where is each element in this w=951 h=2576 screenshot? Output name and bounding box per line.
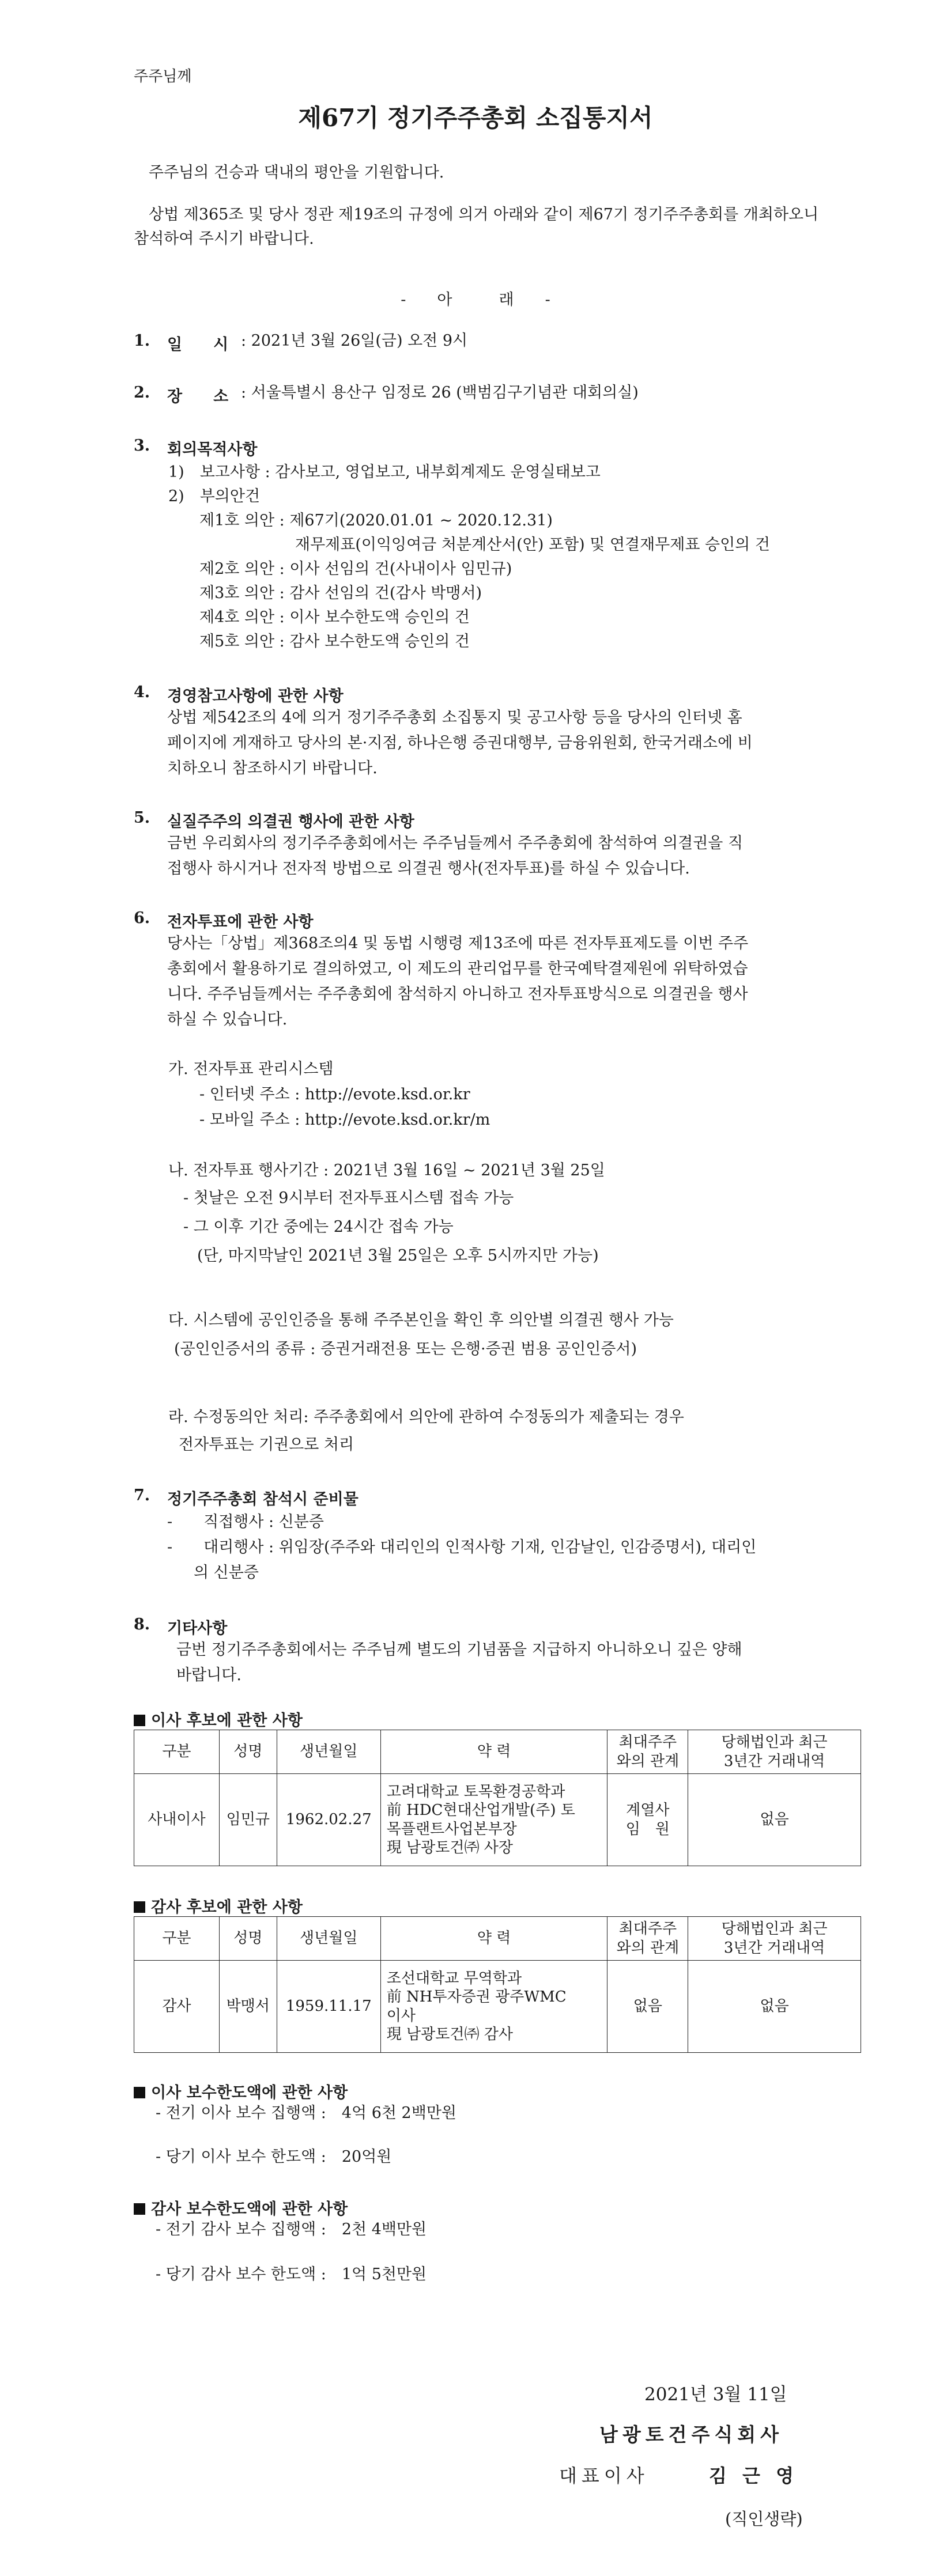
header-transactions <box>688 1917 861 1961</box>
section-6-number: 6. <box>134 909 150 927</box>
table-row <box>134 1961 861 2053</box>
header-relationship <box>607 1917 688 1961</box>
section-3-title: 회의목적사항 <box>167 441 258 459</box>
auditor-candidate-table <box>134 1916 861 2053</box>
cell-name: 임민규 <box>219 1774 277 1866</box>
table-row <box>134 1774 861 1866</box>
section-6-title: 전자투표에 관한 사항 <box>167 913 314 931</box>
header-career: 약 력 <box>380 1917 607 1961</box>
section-4-line-1: 상법 제542조의 4에 의거 정기주주총회 소집통지 및 공고사항 등을 당사의 인터넷 홈 <box>167 709 742 727</box>
header-relationship-line-1: 최대주주 <box>618 1734 677 1751</box>
auditor-candidate-heading-text: 감사 후보에 관한 사항 <box>151 1898 303 1916</box>
section-1-value: : 2021년 3월 26일(금) 오전 9시 <box>241 332 468 350</box>
header-division: 구분 <box>134 1917 220 1961</box>
director-candidate-heading-text: 이사 후보에 관한 사항 <box>151 1712 303 1730</box>
director-pay-previous: - 전기 이사 보수 집행액 : 4억 6천 2백만원 <box>156 2104 456 2122</box>
section-4-line-2: 페이지에 게재하고 당사의 본·지점, 하나은행 증권대행부, 금융위원회, 한국거래소에 비 <box>167 734 753 752</box>
square-bullet-icon <box>134 1901 145 1913</box>
evote-auth-note: (공인인증서의 종류 : 증권거래전용 또는 은행·증권 범용 공인인증서) <box>174 1340 637 1358</box>
ceo-name: 김 근 영 <box>709 2465 799 2487</box>
notice-date: 2021년 3월 11일 <box>644 2384 787 2405</box>
agenda-item-4: 제4호 의안 : 이사 보수한도액 승인의 건 <box>199 608 470 626</box>
agenda-item-3: 제3호 의안 : 감사 선임의 건(감사 박맹서) <box>199 584 482 602</box>
section-1-number: 1. <box>134 332 150 350</box>
square-bullet-icon <box>134 2087 145 2098</box>
salutation: 주주님께 <box>134 68 192 85</box>
square-bullet-icon <box>134 2203 145 2215</box>
section-7-title: 정기주주총회 참석시 준비물 <box>167 1491 358 1508</box>
evote-period-note-1: - 첫날은 오전 9시부터 전자투표시스템 접속 가능 <box>183 1189 514 1207</box>
auditor-pay-heading-text: 감사 보수한도액에 관한 사항 <box>151 2200 348 2218</box>
seal-omitted-note: (직인생략) <box>725 2509 803 2529</box>
evote-period-note-3: (단, 마지막날인 2021년 3월 25일은 오후 5시까지만 가능) <box>197 1247 599 1265</box>
header-birth: 생년월일 <box>277 1917 380 1961</box>
intro-paragraph: 상법 제365조 및 당사 정관 제19조의 규정에 의거 아래와 같이 제67기 정기주주총회를 개최하오니 참석하여 주시기 바랍니다. <box>134 206 819 248</box>
section-6-line-3: 니다. 주주님들께서는 주주총회에 참석하지 아니하고 전자투표방식으로 의결권을 행사 <box>167 985 748 1003</box>
header-transactions-line-2: 3년간 거래내역 <box>723 1752 825 1770</box>
company-name: 남광토건주식회사 <box>599 2423 784 2446</box>
career-line-3: 이사 <box>386 2007 416 2025</box>
section-6-line-2: 총회에서 활용하기로 결의하였고, 이 제도의 관리업무를 한국예탁결제원에 위탁하였습 <box>167 960 748 978</box>
director-candidate-heading <box>134 1708 303 1730</box>
cell-relationship: 없음 <box>607 1961 688 2053</box>
header-birth: 생년월일 <box>277 1730 380 1774</box>
section-8-line-1: 금번 정기주주총회에서는 주주님께 별도의 기념품을 지급하지 아니하오니 깊은 양해 <box>176 1641 742 1659</box>
header-name: 성명 <box>219 1730 277 1774</box>
evote-amendment-note: 전자투표는 기권으로 처리 <box>179 1436 354 1454</box>
below-marker: - 아 래 - <box>401 291 550 309</box>
evote-auth-heading: 다. 시스템에 공인인증을 통해 주주본인을 확인 후 의안별 의결권 행사 가능 <box>168 1311 674 1329</box>
cell-division: 사내이사 <box>134 1774 220 1866</box>
section-2-value: : 서울특별시 용산구 임정로 26 (백범김구기념관 대회의실) <box>241 384 639 402</box>
career-line-1: 조선대학교 무역학과 <box>386 1969 522 1987</box>
cell-birth: 1962.02.27 <box>277 1774 380 1866</box>
section-3-number: 3. <box>134 437 150 455</box>
cell-birth: 1959.11.17 <box>277 1961 380 2053</box>
career-line-2: 前 NH투자증권 광주WMC <box>386 1988 567 2006</box>
cell-transactions: 없음 <box>688 1961 861 2053</box>
agenda-report-items: 1) 보고사항 : 감사보고, 영업보고, 내부회계제도 운영실태보고 <box>168 463 601 481</box>
table-header-row <box>134 1730 861 1774</box>
table-header-row <box>134 1917 861 1961</box>
auditor-candidate-heading <box>134 1894 303 1917</box>
header-relationship <box>607 1730 688 1774</box>
career-line-2: 前 HDC현대산업개발(주) 토 <box>386 1802 575 1819</box>
section-1-label: 일 시 <box>167 336 229 354</box>
cell-relationship <box>607 1774 688 1866</box>
agenda-item-2: 제2호 의안 : 이사 선임의 건(사내이사 임민규) <box>199 560 512 578</box>
director-pay-heading-text: 이사 보수한도액에 관한 사항 <box>151 2084 348 2102</box>
auditor-pay-current: - 당기 감사 보수 한도액 : 1억 5천만원 <box>156 2265 427 2283</box>
agenda-item-5: 제5호 의안 : 감사 보수한도액 승인의 건 <box>199 633 470 650</box>
cell-career <box>380 1774 607 1866</box>
career-line-1: 고려대학교 토목환경공학과 <box>386 1783 565 1800</box>
square-bullet-icon <box>134 1715 145 1726</box>
section-8-line-2: 바랍니다. <box>176 1666 241 1684</box>
director-pay-current: - 당기 이사 보수 한도액 : 20억원 <box>156 2148 392 2166</box>
section-6-line-4: 하실 수 있습니다. <box>167 1011 288 1028</box>
section-7-line-3: 의 신분증 <box>194 1564 259 1582</box>
career-line-4: 現 남광토건㈜ 감사 <box>386 2026 513 2043</box>
auditor-pay-heading <box>134 2196 348 2219</box>
header-division: 구분 <box>134 1730 220 1774</box>
director-candidate-table <box>134 1730 861 1866</box>
header-transactions <box>688 1730 861 1774</box>
section-7-number: 7. <box>134 1486 150 1504</box>
header-relationship-line-2: 와의 관계 <box>616 1939 680 1957</box>
section-5-line-2: 접행사 하시거나 전자적 방법으로 의결권 행사(전자투표)를 하실 수 있습니다. <box>167 860 690 877</box>
cell-transactions: 없음 <box>688 1774 861 1866</box>
greeting: 주주님의 건승과 댁내의 평안을 기원합니다. <box>149 164 444 181</box>
section-4-number: 4. <box>134 683 150 701</box>
career-line-4: 現 남광토건㈜ 사장 <box>386 1839 513 1856</box>
auditor-pay-previous: - 전기 감사 보수 집행액 : 2천 4백만원 <box>156 2221 427 2238</box>
cell-career <box>380 1961 607 2053</box>
header-relationship-line-1: 최대주주 <box>618 1920 677 1938</box>
evote-internet-address: - 인터넷 주소 : http://evote.ksd.or.kr <box>199 1085 470 1103</box>
header-relationship-line-2: 와의 관계 <box>616 1752 680 1770</box>
cell-name: 박맹서 <box>219 1961 277 2053</box>
evote-amendment-heading: 라. 수정동의안 처리: 주주총회에서 의안에 관하여 수정동의가 제출되는 경우 <box>168 1408 684 1426</box>
section-5-title: 실질주주의 의결권 행사에 관한 사항 <box>167 813 414 831</box>
page-title: 제67기 정기주주총회 소집통지서 <box>298 104 653 132</box>
evote-mobile-address: - 모바일 주소 : http://evote.ksd.or.kr/m <box>199 1111 490 1129</box>
section-8-title: 기타사항 <box>167 1620 228 1637</box>
career-line-3: 목플랜트사업본부장 <box>386 1820 517 1838</box>
header-transactions-line-1: 당해법인과 최근 <box>721 1734 828 1751</box>
section-4-title: 경영참고사항에 관한 사항 <box>167 687 344 705</box>
evote-system-heading: 가. 전자투표 관리시스템 <box>168 1060 334 1078</box>
section-5-number: 5. <box>134 809 150 827</box>
section-6-line-1: 당사는「상법」제368조의4 및 동법 시행령 제13조에 따른 전자투표제도를 이번 주주 <box>167 935 749 952</box>
header-transactions-line-1: 당해법인과 최근 <box>721 1920 828 1938</box>
agenda-item-1: 제1호 의안 : 제67기(2020.01.01 ~ 2020.12.31) <box>199 512 553 529</box>
agenda-resolutions-heading: 2) 부의안건 <box>168 487 261 505</box>
section-2-label: 장 소 <box>167 388 229 406</box>
header-name: 성명 <box>219 1917 277 1961</box>
evote-period-note-2: - 그 이후 기간 중에는 24시간 접속 가능 <box>183 1218 454 1236</box>
section-7-line-2: - 대리행사 : 위임장(주주와 대리인의 인적사항 기재, 인감날인, 인감증명서), 대리인 <box>167 1538 757 1556</box>
cell-division: 감사 <box>134 1961 220 2053</box>
header-transactions-line-2: 3년간 거래내역 <box>723 1939 825 1957</box>
director-pay-heading <box>134 2080 348 2102</box>
section-5-line-1: 금번 우리회사의 정기주주총회에서는 주주님들께서 주주총회에 참석하여 의결권을 직 <box>167 834 744 852</box>
section-2-number: 2. <box>134 384 150 402</box>
evote-period-heading: 나. 전자투표 행사기간 : 2021년 3월 16일 ~ 2021년 3월 25일 <box>168 1162 605 1179</box>
relationship-line-2: 임 원 <box>625 1820 670 1838</box>
section-4-line-3: 치하오니 참조하시기 바랍니다. <box>167 759 378 777</box>
section-7-line-1: - 직접행사 : 신분증 <box>167 1513 324 1531</box>
section-8-number: 8. <box>134 1616 150 1633</box>
header-career: 약 력 <box>380 1730 607 1774</box>
agenda-item-1-detail: 재무제표(이익잉여금 처분계산서(안) 포함) 및 연결재무제표 승인의 건 <box>295 536 770 554</box>
ceo-title: 대표이사 <box>559 2465 649 2487</box>
relationship-line-1: 계열사 <box>626 1802 670 1819</box>
